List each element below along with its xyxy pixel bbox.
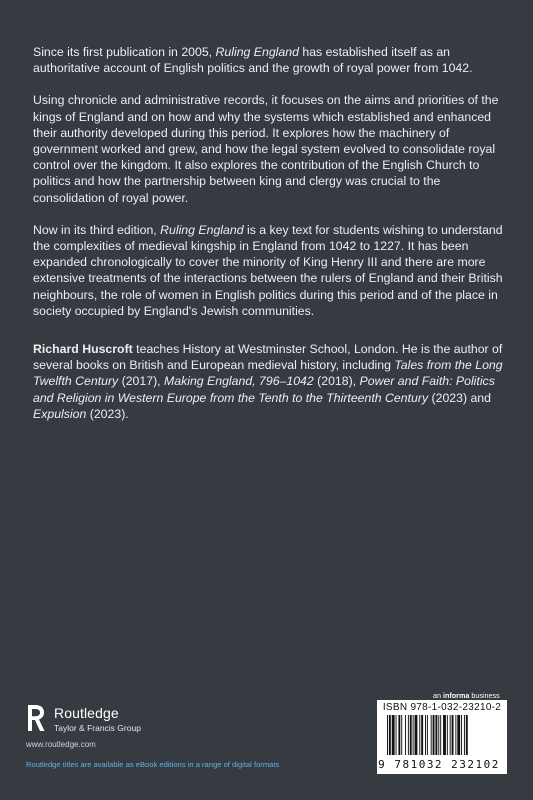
ebook-note: Routledge titles are available as eBook editions in a range of digital formats: [26, 760, 280, 769]
p1-text-a: Since its first publication in 2005,: [33, 45, 216, 59]
bio-text-c: (2018),: [313, 374, 360, 389]
informa-suffix: business: [469, 691, 500, 700]
informa-brand: informa: [443, 691, 470, 700]
bio-book-3: Power and Faith: Politics and Religion in Western Europe from the Tenth to the Thirteenth Century: [33, 374, 495, 405]
p3-text-a: Now in its third edition,: [33, 222, 161, 237]
p3-text-b: is a key text for students wishing to understand the complexities of medieval kingship in England from 1042 to 1227. It has been expanded chronologically to cover the minority of King Henry III and there are more extensive treatments of the interactions between the rulers of England and their British neighbours, the role of women in English politics during this period and of the place in society occupied by England's Jewish communities.: [33, 222, 503, 318]
bio-book-1: Tales from the Long Twelfth Century: [33, 358, 503, 389]
isbn-label: ISBN 978-1-032-23210-2: [382, 702, 502, 713]
barcode-icon: [383, 715, 501, 757]
barcode-digits: 9 781032 232102: [378, 758, 500, 771]
publisher-name: Routledge: [54, 705, 119, 721]
publisher-block: [26, 701, 286, 791]
informa-business-tag: [433, 691, 500, 700]
bio-text-e: (2023).: [86, 406, 129, 421]
bio-book-4: Expulsion: [33, 406, 87, 421]
publisher-website[interactable]: www.routledge.com: [26, 740, 96, 749]
p1-text-b: has established itself as an authoritative account of English politics and the growth of royal power from 1042.: [33, 45, 473, 76]
description-paragraph-3: [33, 222, 503, 319]
author-name: Richard Huscroft: [33, 342, 133, 357]
author-bio: [33, 341, 503, 422]
bio-text-d: (2023) and: [428, 390, 491, 405]
p1-book-title: Ruling England: [215, 45, 299, 59]
barcode-panel: [377, 700, 507, 774]
bio-text-b: (2017),: [118, 374, 164, 389]
description-paragraph-1: [33, 44, 503, 76]
p3-book-title: Ruling England: [160, 222, 244, 237]
informa-prefix: an: [433, 691, 443, 700]
bio-text-a: teaches History at Westminster School, London. He is the author of several books on British and European medieval history, including: [33, 342, 503, 373]
routledge-r-logo-icon: [26, 703, 46, 733]
publisher-group: Taylor & Francis Group: [54, 723, 141, 733]
back-cover-text: [33, 44, 503, 438]
bio-book-2: Making England, 796–1042: [164, 374, 314, 389]
description-paragraph-2: Using chronicle and administrative records, it focuses on the aims and priorities of the kings of England and on how and why the systems which established and enhanced their authority developed during this period. It explores how the machinery of government worked and grew, and how the legal system evolved to consolidate royal control over the kingdom. It also explores the contribution of the English Church to politics and how the partnership between king and clergy was crucial to the consolidation of royal power.: [33, 93, 499, 205]
